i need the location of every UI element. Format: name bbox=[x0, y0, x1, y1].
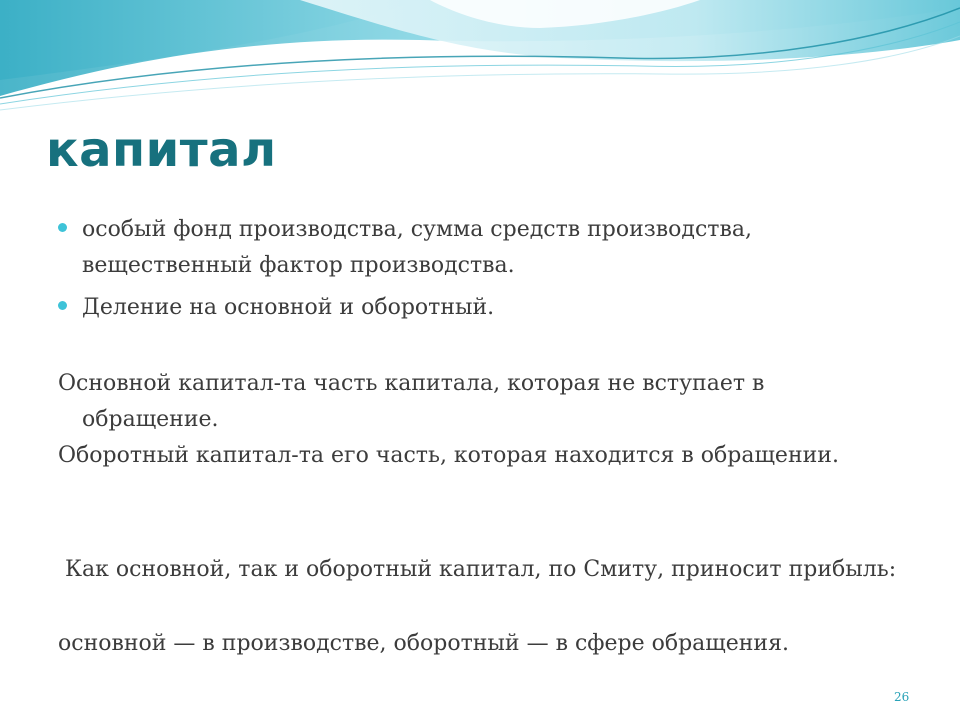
bullet-text: особый фонд производства, сумма средств производства, вещественный фактор производства. bbox=[82, 217, 752, 278]
bullet-item bbox=[56, 212, 856, 284]
wave-decoration bbox=[0, 0, 960, 120]
bullet-item bbox=[56, 290, 856, 326]
paragraph-spheres: основной — в производстве, оборотный — в сфере обращения. bbox=[58, 631, 789, 656]
bullet-dot-icon bbox=[58, 301, 67, 310]
bullet-dot-icon bbox=[58, 223, 67, 232]
slide-title: капитал bbox=[46, 122, 277, 178]
page-number: 26 bbox=[894, 690, 910, 704]
bullet-list bbox=[56, 212, 856, 332]
paragraph-fixed-capital: Основной капитал-та часть капитала, которая не вступает в обращение. bbox=[58, 371, 765, 432]
bullet-text: Деление на основной и оборотный. bbox=[82, 295, 495, 320]
paragraph-smith-profit: Как основной, так и оборотный капитал, по Смиту, приносит прибыль: bbox=[58, 557, 897, 582]
paragraph-circulating-capital: Оборотный капитал-та его часть, которая находится в обращении. bbox=[58, 443, 839, 468]
